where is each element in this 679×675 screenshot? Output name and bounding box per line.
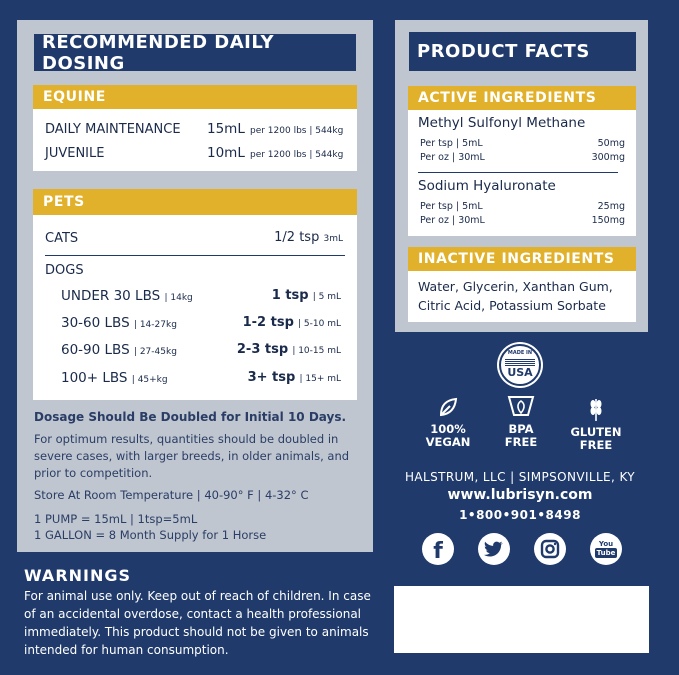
ingredient-row [420, 215, 625, 226]
instagram-camera-icon [540, 539, 560, 559]
dog-weight-kg: | 14kg [164, 293, 193, 303]
dog-weight-kg: | 27-45kg [133, 347, 177, 357]
dog-weight-lbs: 30-60 LBS [61, 315, 130, 331]
dog-weight-kg: | 45+kg [131, 375, 168, 385]
gluten-line-2: FREE [579, 438, 613, 452]
equine-row [45, 145, 343, 161]
divider [45, 255, 345, 256]
dog-dose-amount: 2-3 tsp [236, 342, 289, 357]
dog-dose-unit: | 15+ mL [299, 374, 341, 384]
divider [418, 172, 618, 173]
leaf-icon [436, 395, 460, 419]
cats-dose [274, 230, 343, 245]
pets-header: PETS [33, 189, 357, 215]
storage-note: Store At Room Temperature | 40-90° F | 4-32° C [34, 488, 309, 502]
warnings-text: For animal use only. Keep out of reach of children. In case of an accidental overdose, contact a health professional immediately. This product should not be given to animals intended for human consumption. [24, 589, 371, 657]
dog-weight [61, 288, 193, 304]
instagram-icon[interactable] [534, 533, 566, 565]
dog-dose-amount: 1 tsp [271, 288, 309, 303]
youtube-icon[interactable] [590, 533, 622, 565]
ingredient-name: Methyl Sulfonyl Methane [418, 115, 586, 131]
facebook-icon[interactable] [422, 533, 454, 565]
ingredient-row-label: Per tsp | 5mL [420, 138, 483, 149]
ingredient-row-label: Per tsp | 5mL [420, 201, 483, 212]
dog-dose-unit: | 5 mL [312, 292, 341, 302]
wheat-icon [588, 396, 604, 422]
bpa-line-2: FREE [504, 435, 538, 449]
ingredient-row-value: 25mg [597, 201, 625, 212]
dog-weight-lbs: 100+ LBS [61, 370, 128, 386]
ingredient-row-label: Per oz | 30mL [420, 215, 485, 226]
dosing-title: RECOMMENDED DAILY DOSING [34, 34, 356, 71]
ingredient-name: Sodium Hyaluronate [418, 178, 556, 194]
equine-row-amount: 10mL [207, 145, 245, 161]
ingredient-row-label: Per oz | 30mL [420, 152, 485, 163]
ingredient-row-value: 50mg [597, 138, 625, 149]
dog-dose-unit: | 10-15 mL [292, 346, 341, 356]
dog-weight [61, 370, 168, 386]
ingredient-row [420, 138, 625, 149]
product-facts-title: PRODUCT FACTS [409, 32, 636, 71]
vegan-badge [420, 395, 476, 449]
optimum-note: For optimum results, quantities should be doubled in severe cases, with larger breeds, in older animals, and prior to competition. [34, 432, 350, 480]
vegan-line-1: 100% [430, 422, 466, 436]
bottle-icon [506, 393, 536, 419]
facebook-glyph: f [433, 538, 443, 564]
equine-box [33, 85, 357, 171]
equine-row-note: per 1200 lbs | 544kg [250, 126, 344, 136]
doubling-note: Dosage Should Be Doubled for Initial 10 Days. [34, 410, 347, 424]
dog-weight-lbs: UNDER 30 LBS [61, 288, 161, 304]
made-in-text: MADE IN [507, 350, 533, 356]
equine-row-name: DAILY MAINTENANCE [45, 122, 181, 137]
equine-header: EQUINE [33, 85, 357, 109]
ingredient-row [420, 152, 625, 163]
company-phone[interactable]: 1•800•901•8498 [459, 508, 581, 522]
dosing-panel [17, 20, 373, 552]
gallon-note: 1 GALLON = 8 Month Supply for 1 Horse [34, 528, 267, 542]
equine-row-amount: 15mL [207, 121, 245, 137]
dog-dose-amount: 1-2 tsp [242, 315, 294, 330]
twitter-icon[interactable] [478, 533, 510, 565]
bpa-line-1: BPA [508, 422, 534, 436]
inactive-ingredients-box [408, 247, 636, 322]
youtube-label-1: You [598, 540, 614, 548]
inactive-ingredients-text: Water, Glycerin, Xanthan Gum, Citric Acid, Potassium Sorbate [418, 279, 613, 313]
bpa-free-badge [496, 393, 546, 449]
equine-row-note: per 1200 lbs | 544kg [250, 150, 344, 160]
dog-weight [61, 315, 177, 331]
dogs-label: DOGS [45, 263, 84, 278]
usa-text: USA [507, 366, 533, 379]
ingredient-row [420, 201, 625, 212]
dog-dose [272, 288, 341, 303]
gluten-line-1: GLUTEN [570, 425, 622, 439]
pets-box [33, 189, 357, 400]
cats-label: CATS [45, 231, 79, 246]
cats-unit: 3mL [323, 234, 343, 244]
dog-dose-amount: 3+ tsp [247, 370, 296, 385]
active-ingredients-header: ACTIVE INGREDIENTS [408, 86, 636, 110]
ingredient-row-value: 300mg [591, 152, 625, 163]
made-in-usa-badge [499, 344, 541, 386]
equine-row [45, 121, 343, 137]
equine-row-name: JUVENILE [45, 146, 105, 161]
ingredient-row-value: 150mg [591, 215, 625, 226]
company-website[interactable]: www.lubrisyn.com [447, 487, 593, 503]
youtube-label-2: Tube [596, 549, 616, 557]
dog-dose [237, 342, 341, 357]
dog-weight [61, 342, 177, 358]
company-address: HALSTRUM, LLC | SIMPSONVILLE, KY [404, 470, 636, 484]
blank-label-area [394, 586, 649, 653]
vegan-line-2: VEGAN [425, 435, 471, 449]
cats-amount: 1/2 tsp [274, 230, 320, 245]
dog-dose [243, 315, 341, 330]
gluten-free-badge [568, 396, 624, 452]
dog-dose [248, 370, 341, 385]
dog-dose-unit: | 5-10 mL [298, 319, 341, 329]
dog-weight-lbs: 60-90 LBS [61, 342, 130, 358]
inactive-ingredients-header: INACTIVE INGREDIENTS [408, 247, 636, 271]
dog-weight-kg: | 14-27kg [133, 320, 177, 330]
warnings-title: WARNINGS [24, 566, 132, 585]
product-facts-panel [395, 20, 648, 332]
active-ingredients-box [408, 86, 636, 236]
pump-note: 1 PUMP = 15mL | 1tsp=5mL [34, 512, 198, 526]
twitter-bird-icon [484, 540, 504, 558]
